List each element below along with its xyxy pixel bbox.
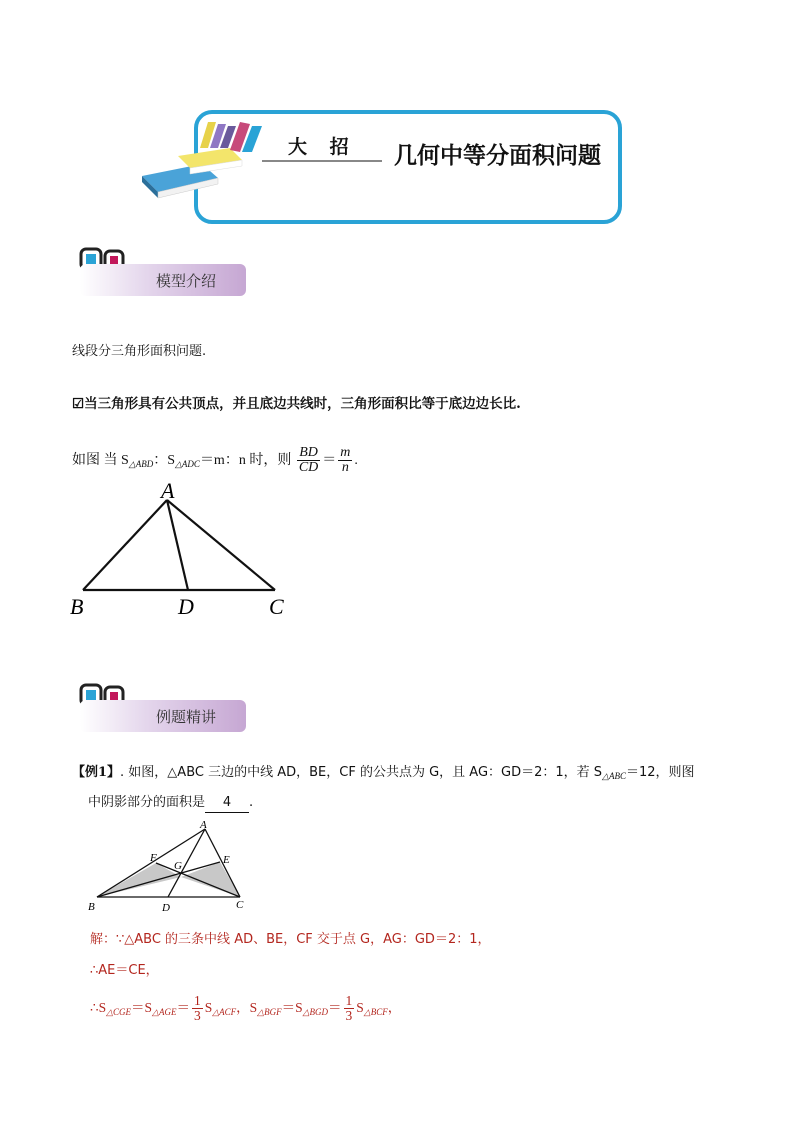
sol-text: ＝: [328, 1000, 342, 1015]
vertex-label-b: B: [88, 901, 95, 913]
sol-sub: △ACF: [212, 1007, 237, 1017]
fraction-bd-cd: [297, 446, 320, 475]
formula-colon: ：S: [153, 453, 176, 468]
fraction-one-third: [344, 994, 355, 1023]
sol-text: S: [204, 1000, 213, 1015]
formula-eq-mn: ＝m：n 时，则: [199, 453, 292, 468]
section-title-examples: 例题精讲: [156, 708, 217, 726]
section-title-model: 模型介绍: [156, 272, 217, 290]
sol-text: ，: [387, 1000, 402, 1015]
vertex-label-c: C: [236, 899, 244, 911]
example-tag: 【例1】: [72, 765, 121, 780]
vertex-label-d: D: [162, 902, 170, 914]
formula-eq: ＝: [322, 453, 337, 468]
example-text-a: . 如图，△ABC 三边的中线 AD，BE，CF 的公共点为 G，且 AG：GD＝2：1，若 S: [120, 765, 603, 780]
banner-divider: [262, 160, 382, 162]
frac-num: BD: [297, 446, 320, 461]
intro-line: 线段分三角形面积问题.: [72, 344, 207, 359]
frac-den: CD: [298, 460, 319, 476]
sol-text: ∴S: [90, 1000, 107, 1015]
example-1-text: [72, 764, 732, 785]
frac-den: n: [341, 460, 349, 476]
frac-num: m: [340, 445, 351, 461]
solution-line-2: ∴AE＝CE，: [90, 963, 159, 978]
rule-statement: ☑当三角形具有公共顶点，并且底边共线时，三角形面积比等于底边边长比.: [72, 396, 521, 412]
sol-sub: △BGF: [257, 1007, 282, 1017]
triangle-figure-1: [66, 476, 296, 624]
fraction-one-third: [192, 994, 203, 1023]
vertex-label-b: B: [70, 594, 84, 619]
solution-line-1: 解：∵△ABC 的三条中线 AD、BE，CF 交于点 G，AG：GD＝2：1，: [90, 932, 491, 947]
vertex-label-g: G: [174, 860, 182, 872]
sol-text: ＝S: [281, 1000, 303, 1015]
frac-den: 3: [345, 1008, 353, 1024]
vertex-label-d: D: [178, 594, 194, 619]
vertex-label-c: C: [269, 594, 284, 619]
formula-sub-abd: △ABD: [128, 459, 154, 469]
vertex-label-a: A: [200, 819, 207, 831]
sol-sub: △AGE: [152, 1007, 177, 1017]
vertex-label-e: E: [223, 854, 230, 866]
sol-sub: △BCF: [363, 1007, 388, 1017]
formula-sub-adc: △ADC: [175, 459, 200, 469]
sol-text: ＝: [176, 1000, 190, 1015]
page-title: 几何中等分面积问题: [394, 142, 601, 169]
sol-text: S: [356, 1000, 364, 1015]
books-icon: [138, 118, 278, 200]
vertex-label-a: A: [161, 478, 175, 503]
sol-sub: △CGE: [106, 1007, 132, 1017]
frac-num: 1: [193, 993, 201, 1009]
frac-den: 3: [193, 1008, 201, 1024]
vertex-label-f: F: [150, 852, 157, 864]
frac-num: 1: [345, 993, 353, 1009]
example-sub-abc: △ABC: [602, 771, 626, 781]
solution-line-3: [90, 990, 401, 1030]
example-1-text-2: [88, 794, 253, 813]
example-text-c: 中阴影部分的面积是: [88, 795, 206, 810]
sol-text: ，S: [236, 1000, 258, 1015]
example-text-b: ＝12，则图: [625, 765, 695, 780]
triangle-figure-2: [84, 818, 256, 918]
formula-prefix: 如图 当 S: [72, 453, 129, 468]
example-text-d: .: [249, 795, 254, 810]
banner-label: 大 招: [288, 136, 357, 158]
answer-blank: 4: [205, 794, 249, 813]
formula-end: .: [354, 453, 358, 468]
sol-text: ＝S: [131, 1000, 153, 1015]
fraction-m-n: [338, 446, 352, 475]
sol-sub: △BGD: [302, 1007, 329, 1017]
